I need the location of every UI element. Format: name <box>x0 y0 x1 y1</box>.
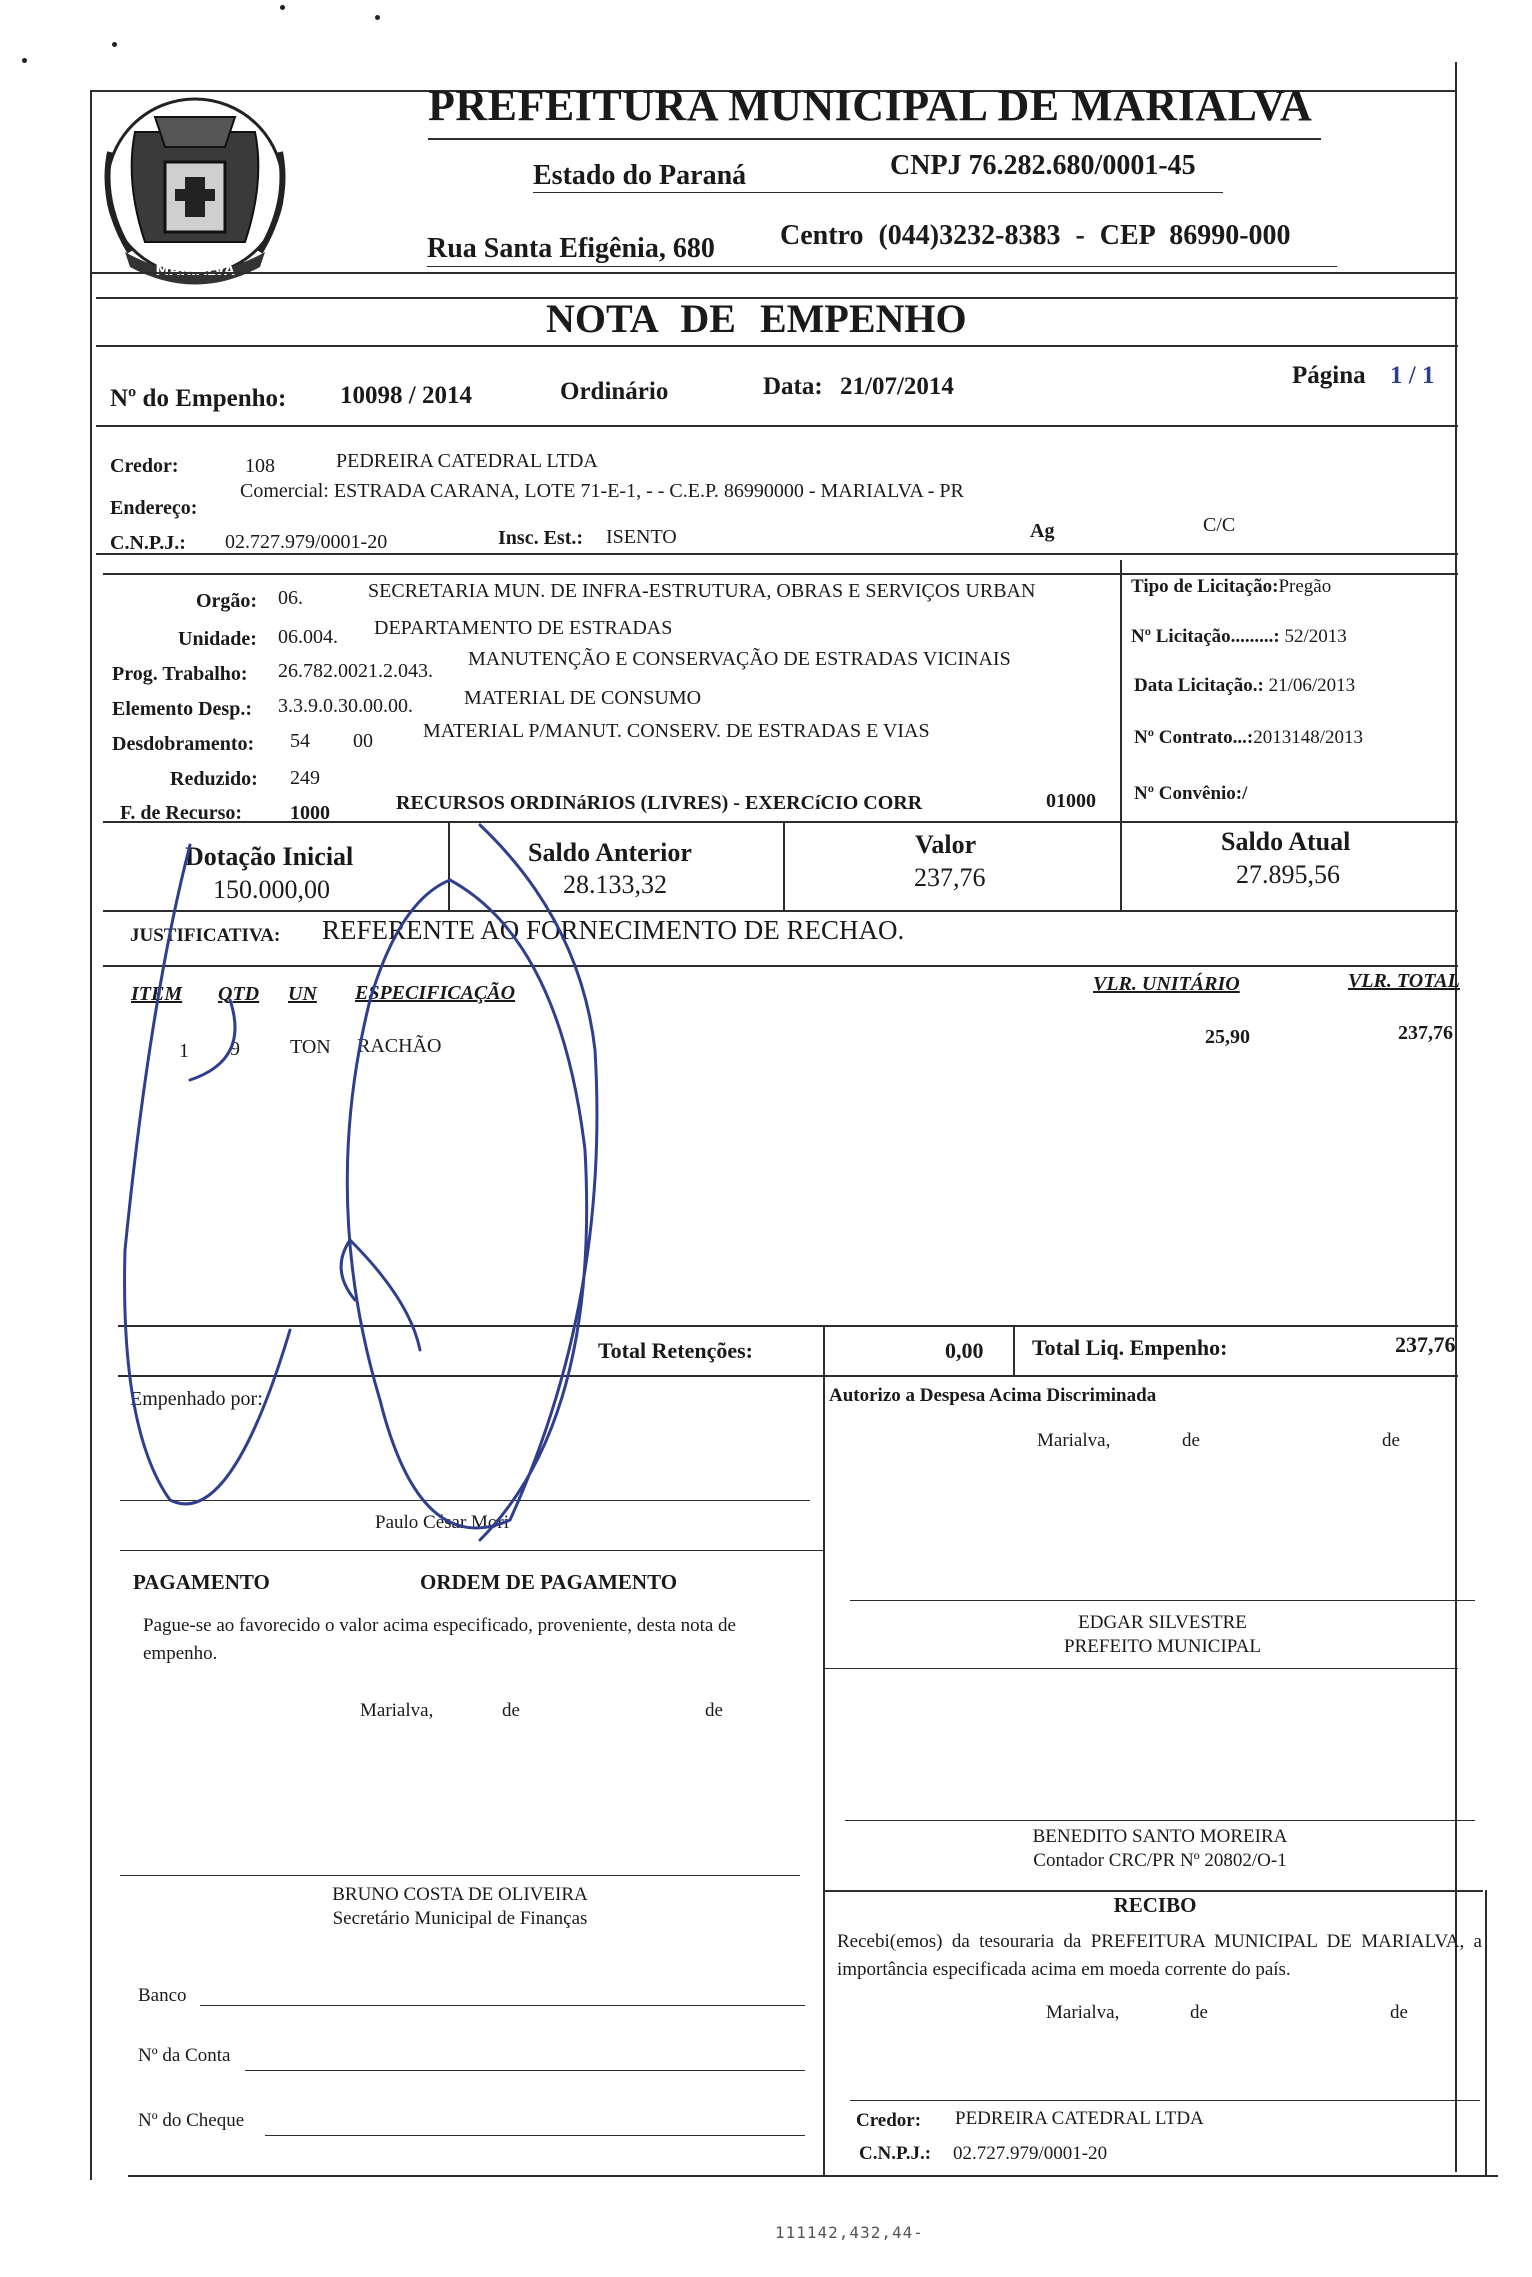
district-phone-cep: Centro (044)3232-8383 - CEP 86990-000 <box>780 220 1291 251</box>
empenho-date: 21/07/2014 <box>840 373 954 400</box>
empenhado-por-name: Paulo César Mori <box>375 1512 510 1533</box>
prog-trabalho-label: Prog. Trabalho: <box>112 663 248 685</box>
autorizo-de-1: de <box>1182 1430 1200 1451</box>
empenho-date-label: Data: <box>763 373 823 400</box>
justificativa-text: REFERENTE AO FORNECIMENTO DE RECHAO. <box>322 915 905 945</box>
row-valor-unitario: 25,90 <box>1205 1026 1250 1048</box>
contrato-number: 2013148/2013 <box>1253 727 1363 748</box>
recibo-cnpj-label: C.N.P.J.: <box>859 2143 932 2164</box>
recibo-text: Recebi(emos) da tesouraria da PREFEITURA MUNICIPAL DE MARIALVA, a importância especificada acima em moeda corrente do país. <box>837 1931 1482 1980</box>
col-valor-unitario: VLR. UNITÁRIO <box>1093 973 1240 995</box>
total-liq-value: 237,76 <box>1395 1332 1456 1357</box>
credor-name: PEDREIRA CATEDRAL LTDA <box>336 450 598 472</box>
banco-label: Banco <box>138 1985 187 2006</box>
street-address: Rua Santa Efigênia, 680 <box>427 233 715 264</box>
credor-label: Credor: <box>110 455 179 477</box>
desdobramento-label: Desdobramento: <box>112 733 255 755</box>
secretario-title: Secretário Municipal de Finanças <box>332 1908 588 1929</box>
agency-label: Ag <box>1030 520 1055 542</box>
col-item: ITEM <box>131 983 183 1005</box>
desdobramento-name: MATERIAL P/MANUT. CONSERV. DE ESTRADAS E VIAS <box>423 720 930 742</box>
dotacao-value: 150.000,00 <box>213 875 330 904</box>
banco-line <box>200 2005 805 2006</box>
credor-cnpj-label: C.N.P.J.: <box>110 532 186 554</box>
col-especificacao: ESPECIFICAÇÃO <box>355 982 516 1004</box>
justificativa-label: JUSTIFICATIVA: <box>130 925 281 946</box>
unidade-code: 06.004. <box>278 626 338 648</box>
recurso-code: 1000 <box>290 802 330 824</box>
prog-trabalho-name: MANUTENÇÃO E CONSERVAÇÃO DE ESTRADAS VICINAIS <box>468 648 1011 670</box>
municipal-seal <box>95 92 295 292</box>
page-label: Página <box>1292 362 1366 389</box>
empenho-type: Ordinário <box>560 378 669 405</box>
svg-text:MARIALVA: MARIALVA <box>155 263 235 279</box>
pagamento-de-2: de <box>705 1700 723 1721</box>
convenio-label: Nº Convênio:/ <box>1134 783 1248 804</box>
insc-value: ISENTO <box>606 526 677 548</box>
recurso-number: 01000 <box>1046 790 1096 812</box>
recurso-label: F. de Recurso: <box>120 802 243 824</box>
total-retencoes-label: Total Retenções: <box>598 1338 753 1363</box>
autorizo-city: Marialva, <box>1037 1430 1111 1451</box>
col-un: UN <box>288 983 317 1005</box>
autorizo-de-2: de <box>1382 1430 1400 1451</box>
pagamento-label: PAGAMENTO <box>133 1570 270 1594</box>
conta-label: Nº da Conta <box>138 2045 231 2066</box>
saldo-atual-label: Saldo Atual <box>1221 827 1351 856</box>
dotacao-label: Dotação Inicial <box>185 842 354 871</box>
secretario-name: BRUNO COSTA DE OLIVEIRA <box>332 1884 588 1905</box>
credor-address: Comercial: ESTRADA CARANA, LOTE 71-E-1, - - C.E.P. 86990000 - MARIALVA - PR <box>240 480 964 502</box>
reduzido-label: Reduzido: <box>170 768 258 790</box>
prog-trabalho-code: 26.782.0021.2.043. <box>278 660 433 682</box>
saldo-anterior-value: 28.133,32 <box>563 870 667 899</box>
recibo-cnpj: 02.727.979/0001-20 <box>953 2143 1108 2164</box>
municipality-title: PREFEITURA MUNICIPAL DE MARIALVA <box>428 81 1313 130</box>
pagamento-de-1: de <box>502 1700 520 1721</box>
pagamento-text: Pague-se ao favorecido o valor acima especificado, proveniente, desta nota de empenho. <box>143 1615 736 1664</box>
unidade-label: Unidade: <box>178 628 257 650</box>
bank-code-line: 111142,432,44- <box>775 2223 924 2242</box>
row-qtd: 9 <box>230 1038 240 1060</box>
empenho-number: 10098 / 2014 <box>340 382 472 409</box>
address-label: Endereço: <box>110 497 198 519</box>
valor-label: Valor <box>915 830 977 859</box>
reduzido-value: 249 <box>290 767 320 789</box>
tipo-licitacao-label: Tipo de Licitação:Pregão <box>1131 576 1332 597</box>
row-valor-total: 237,76 <box>1398 1022 1453 1044</box>
prefeito-title: PREFEITO MUNICIPAL <box>1064 1636 1261 1657</box>
unidade-name: DEPARTAMENTO DE ESTRADAS <box>374 617 673 639</box>
num-licitacao-label: Nº Licitação.........: 52/2013 <box>1131 626 1347 647</box>
data-licitacao: 21/06/2013 <box>1268 675 1356 696</box>
desdobramento-sub: 00 <box>353 730 373 752</box>
row-un: TON <box>290 1036 331 1058</box>
pagamento-city: Marialva, <box>360 1700 434 1721</box>
orgao-label: Orgão: <box>196 590 258 612</box>
recibo-city: Marialva, <box>1046 2002 1120 2023</box>
ordem-pagamento-label: ORDEM DE PAGAMENTO <box>420 1570 678 1594</box>
row-especificacao: RACHÃO <box>357 1035 442 1057</box>
saldo-atual-value: 27.895,56 <box>1236 860 1340 889</box>
conta-line <box>245 2070 805 2071</box>
cheque-line <box>265 2135 805 2136</box>
page-number: 1 / 1 <box>1390 362 1435 389</box>
elemento-label: Elemento Desp.: <box>112 698 252 720</box>
num-licitacao: 52/2013 <box>1284 626 1347 647</box>
saldo-anterior-label: Saldo Anterior <box>528 838 692 867</box>
orgao-code: 06. <box>278 587 303 609</box>
account-label: C/C <box>1203 514 1236 536</box>
recibo-de-1: de <box>1190 2002 1208 2023</box>
state-name: Estado do Paraná <box>533 160 747 191</box>
desdobramento-code: 54 <box>290 730 310 752</box>
row-item: 1 <box>179 1040 189 1062</box>
elemento-code: 3.3.9.0.30.00.00. <box>278 695 413 717</box>
recibo-credor-label: Credor: <box>856 2110 922 2131</box>
empenho-number-label: Nº do Empenho: <box>110 385 287 412</box>
cheque-label: Nº do Cheque <box>138 2110 245 2131</box>
contrato-label: Nº Contrato...:2013148/2013 <box>1134 727 1363 748</box>
recibo-credor: PEDREIRA CATEDRAL LTDA <box>955 2108 1204 2129</box>
elemento-name: MATERIAL DE CONSUMO <box>464 687 702 709</box>
coat-of-arms-icon <box>95 92 295 292</box>
contador-title: Contador CRC/PR Nº 20802/O-1 <box>1033 1850 1287 1871</box>
insc-label: Insc. Est.: <box>498 527 584 549</box>
total-retencoes-value: 0,00 <box>945 1338 984 1363</box>
prefeito-name: EDGAR SILVESTRE <box>1078 1612 1247 1633</box>
credor-code: 108 <box>245 455 275 477</box>
document-title: NOTA DE EMPENHO <box>546 296 967 341</box>
orgao-name: SECRETARIA MUN. DE INFRA-ESTRUTURA, OBRAS E SERVIÇOS URBAN <box>368 580 1036 602</box>
valor-value: 237,76 <box>914 863 986 892</box>
recurso-name: RECURSOS ORDINáRIOS (LIVRES) - EXERCíCIO CORR <box>396 792 923 814</box>
data-licitacao-label: Data Licitação.: 21/06/2013 <box>1134 675 1356 696</box>
col-qtd: QTD <box>218 983 260 1005</box>
contador-name: BENEDITO SANTO MOREIRA <box>1032 1826 1288 1847</box>
recibo-title: RECIBO <box>1113 1893 1197 1917</box>
autorizo-text: Autorizo a Despesa Acima Discriminada <box>829 1385 1157 1406</box>
tipo-licitacao: Pregão <box>1278 576 1332 597</box>
municipal-cnpj: CNPJ 76.282.680/0001-45 <box>890 150 1196 181</box>
recibo-de-2: de <box>1390 2002 1408 2023</box>
col-valor-total: VLR. TOTAL <box>1348 970 1460 992</box>
total-liq-label: Total Liq. Empenho: <box>1032 1335 1228 1360</box>
empenhado-por-label: Empenhado por: <box>130 1388 263 1410</box>
credor-cnpj: 02.727.979/0001-20 <box>225 531 388 553</box>
